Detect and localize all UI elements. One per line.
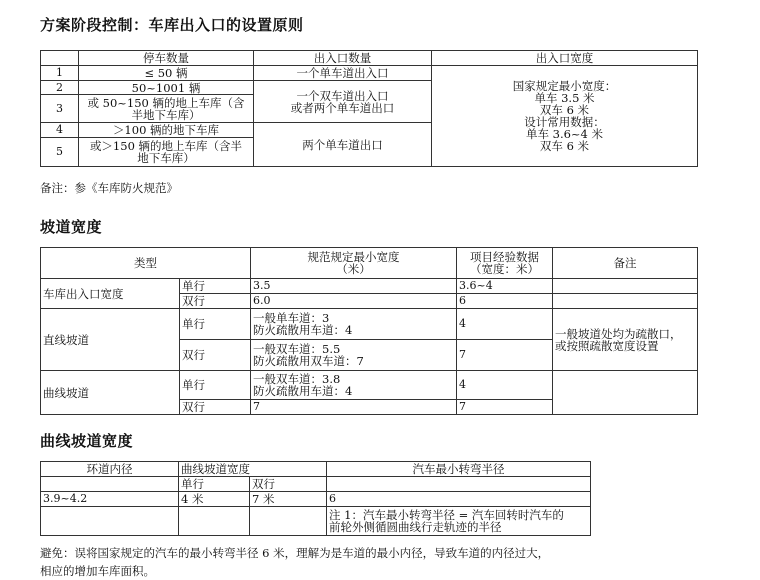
standard-width-cell: 一般双车道：3.8 防火疏散用车道：4 xyxy=(251,371,457,400)
entrance-count-cell: 一个单车道出入口 xyxy=(254,66,432,81)
header-experience-data: 项目经验数据 （宽度：米） xyxy=(457,248,553,279)
avoid-note-line-2: 相应的增加车库面积。 xyxy=(40,564,155,578)
experience-cell: 6 xyxy=(457,294,553,309)
section-title-ramp-width: 坡道宽度 xyxy=(40,218,103,236)
lane-type: 双行 xyxy=(180,400,251,415)
header-double-lane: 双行 xyxy=(250,477,327,492)
ramp-width-table xyxy=(40,247,698,415)
ramp-group-label: 曲线坡道 xyxy=(41,371,180,415)
standard-width-cell: 一般单车道：3 防火疏散用车道：4 xyxy=(251,309,457,340)
row-number: 4 xyxy=(41,123,79,138)
ramp-group-label: 车库出入口宽度 xyxy=(41,279,180,309)
ramp-remark-cell: 一般坡道处均为疏散口， 或按照疏散宽度设置 xyxy=(553,309,698,371)
header-parking-count: 停车数量 xyxy=(79,51,254,66)
entrance-footnote: 备注：参《车库防火规范》 xyxy=(40,181,178,195)
experience-cell: 4 xyxy=(457,371,553,400)
entrance-count-cell: 一个双车道出入口 或者两个单车道出口 xyxy=(254,81,432,123)
lane-type: 单行 xyxy=(180,371,251,400)
lane-type: 单行 xyxy=(180,309,251,340)
header-entrance-width: 出入口宽度 xyxy=(432,51,698,66)
avoid-note-line-1: 避免：误将国家规定的汽车的最小转弯半径 6 米，理解为是车道的最小内径，导致车道的内径过大， xyxy=(40,546,550,560)
header-type: 类型 xyxy=(41,248,251,279)
row-number: 5 xyxy=(41,138,79,167)
section-title-entrance: 方案阶段控制：车库出入口的设置原则 xyxy=(40,16,304,34)
curved-ramp-table xyxy=(40,461,591,536)
header-curved-ramp-width: 曲线坡道宽度 xyxy=(179,462,327,477)
parking-count-cell: ≤ 50 辆 xyxy=(79,66,254,81)
row-number: 3 xyxy=(41,95,79,123)
inner-diameter-value: 3.9~4.2 xyxy=(41,492,179,507)
entrance-width-cell: 国家规定最小宽度： 单车 3.5 米 双车 6 米 设计常用数据： 单车 3.6~4 米 双车 6 米 xyxy=(432,66,698,167)
lane-type: 单行 xyxy=(180,279,251,294)
header-entrance-count: 出入口数量 xyxy=(254,51,432,66)
header-standard-min-width: 规范规定最小宽度 （米） xyxy=(251,248,457,279)
parking-count-cell: ＞100 辆的地下车库 xyxy=(79,123,254,138)
parking-count-cell: 或 50~150 辆的地上车库（含 半地下车库） xyxy=(79,95,254,123)
ramp-group-label: 直线坡道 xyxy=(41,309,180,371)
experience-cell: 7 xyxy=(457,400,553,415)
experience-cell: 3.6~4 xyxy=(457,279,553,294)
row-number: 2 xyxy=(41,81,79,95)
turning-radius-note: 注 1：汽车最小转弯半径 = 汽车回转时汽车的 前轮外侧循圆曲线行走轨迹的半径 xyxy=(327,507,591,536)
lane-type: 双行 xyxy=(180,294,251,309)
single-lane-width: 4 米 xyxy=(179,492,250,507)
entrance-table xyxy=(40,50,698,167)
experience-cell: 4 xyxy=(457,309,553,340)
header-inner-diameter: 环道内径 xyxy=(41,462,179,477)
standard-width-cell: 一般双车道：5.5 防火疏散用双车道：7 xyxy=(251,340,457,371)
turning-radius-value: 6 xyxy=(327,492,591,507)
experience-cell: 7 xyxy=(457,340,553,371)
parking-count-cell: 或＞150 辆的地上车库（含半 地下车库） xyxy=(79,138,254,167)
parking-count-cell: 50~1001 辆 xyxy=(79,81,254,95)
entrance-count-cell: 两个单车道出口 xyxy=(254,123,432,167)
standard-width-cell: 6.0 xyxy=(251,294,457,309)
header-remark: 备注 xyxy=(553,248,698,279)
standard-width-cell: 7 xyxy=(251,400,457,415)
section-title-curved-ramp: 曲线坡道宽度 xyxy=(40,432,134,450)
lane-type: 双行 xyxy=(180,340,251,371)
standard-width-cell: 3.5 xyxy=(251,279,457,294)
header-single-lane: 单行 xyxy=(179,477,250,492)
row-number: 1 xyxy=(41,66,79,81)
double-lane-width: 7 米 xyxy=(250,492,327,507)
header-min-turning-radius: 汽车最小转弯半径 xyxy=(327,462,591,477)
